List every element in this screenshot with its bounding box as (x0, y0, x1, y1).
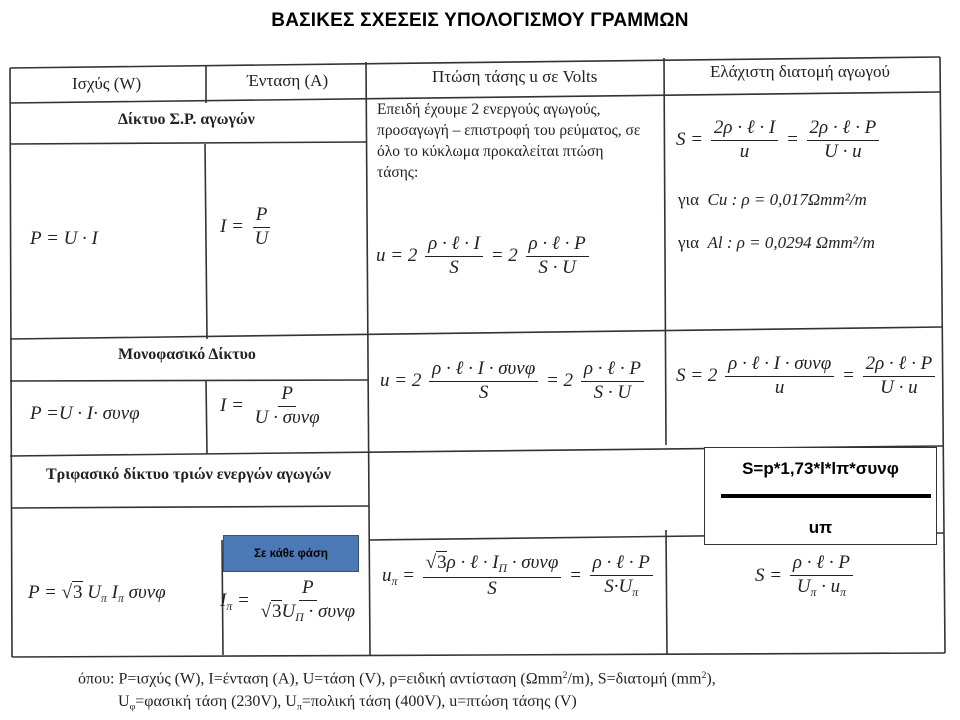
header-voltage-drop: Πτώση τάσης u σε Volts (432, 67, 598, 86)
phase-note-box: Σε κάθε φάση (223, 535, 359, 572)
single-phase-current-formula: I = $\frac{P}{\text{U · συνφ}}$ (220, 383, 320, 428)
page-title: ΒΑΣΙΚΕΣ ΣΧΕΣΕΙΣ ΥΠΟΛΟΓΙΣΜΟΥ ΓΡΑΜΜΩΝ (271, 10, 689, 31)
legend-line-1: όπου: P=ισχύς (W), I=ένταση (A), U=τάση (V), ρ=ειδική αντίσταση (Ωmm$^2$/m), S=διατομή $(mm^2)$, (78, 670, 716, 688)
three-phase-section-note-box (704, 447, 937, 545)
dc-voltage-drop-formula: u = 2 $\frac{\text{ρ · ℓ · I}}{S}$ = 2 $\frac{\text{ρ · ℓ · P}}{S \cdot U}$ (376, 234, 592, 279)
dc-power-formula: P = U · I (30, 228, 98, 249)
dc-section-formula: S = $\frac{\text{2ρ · ℓ · I}}{u}$ = $\frac{\text{2ρ · ℓ · P}}{U \cdot u}$ (676, 118, 882, 163)
dc-current-formula: I = $\frac{P}{U}$ (220, 204, 269, 249)
three-phase-power-formula: P = √3 $U_\pi$ $I_\pi$ συνφ (28, 582, 166, 606)
formula-box-denominator: uπ (808, 518, 833, 537)
formula-box-fraction-bar (721, 494, 931, 498)
single-phase-section-formula: S = 2 $\frac{\text{ρ · ℓ · I · συνφ}}{u}$ = $\frac{\text{2ρ · ℓ · P}}{U \cdot u}$ (676, 354, 938, 399)
dc-aluminium-resistivity: για Al : ρ = 0,0294 Ωmm²/m (678, 233, 875, 252)
section-title-dc: Δίκτυο Σ.Ρ. αγωγών (118, 111, 255, 128)
section-title-three-phase: Τριφασικό δίκτυο τριών ενεργών αγωγών (46, 466, 331, 483)
three-phase-voltage-drop-formula: $u_\pi$ = $\frac{√3\rho \cdot \ell \cdot I_\Pi \cdot \sigma\upsilon\nu\varphi}{S}$ = $\frac{\text{ρ · ℓ · P}}{S\cdot U_\pi}$ (382, 553, 656, 600)
legend-line-2: $U_\varphi=\varphi\alpha\sigma\iota\kappa ή$ τάση (230V), $U_\pi=\pi o\lambda\iota\kappa ή$ τάση (400V), u=πτώση τάσης (V) (118, 693, 577, 713)
dc-copper-resistivity: για Cu : ρ = 0,017Ωmm²/m (678, 190, 867, 209)
header-power: Ισχύς (W) (72, 74, 142, 93)
dc-explanation: Επειδή έχουμε 2 ενεργούς αγωγούς, προσαγωγή – επιστροφή του ρεύματος, σε όλο το κύκλωμα προκαλείται πτώση τάσης: (377, 101, 641, 181)
three-phase-current-formula: $I_\pi$ = $\frac{P}{√3U_\Pi \cdot \sigma\upsilon\nu\varphi}$ (220, 577, 356, 624)
three-phase-section-formula: S = $\frac{\text{ρ · ℓ · P}}{U_\pi \cdot u_\pi}$ (755, 553, 856, 600)
single-phase-power-formula: P =U · I· συνφ (30, 403, 140, 424)
section-title-single-phase: Μονοφασικό Δίκτυο (118, 346, 256, 363)
header-current: Ένταση (A) (247, 71, 329, 90)
formula-box-numerator: S=p*1,73*l*lπ*συνφ (742, 459, 899, 478)
single-phase-voltage-drop-formula: u = 2 $\frac{\text{ρ · ℓ · I · συνφ}}{S}$ = 2 $\frac{\text{ρ · ℓ · P}}{S \cdot U}$ (380, 359, 647, 404)
header-min-section: Ελάχιστη διατομή αγωγού (710, 62, 890, 81)
